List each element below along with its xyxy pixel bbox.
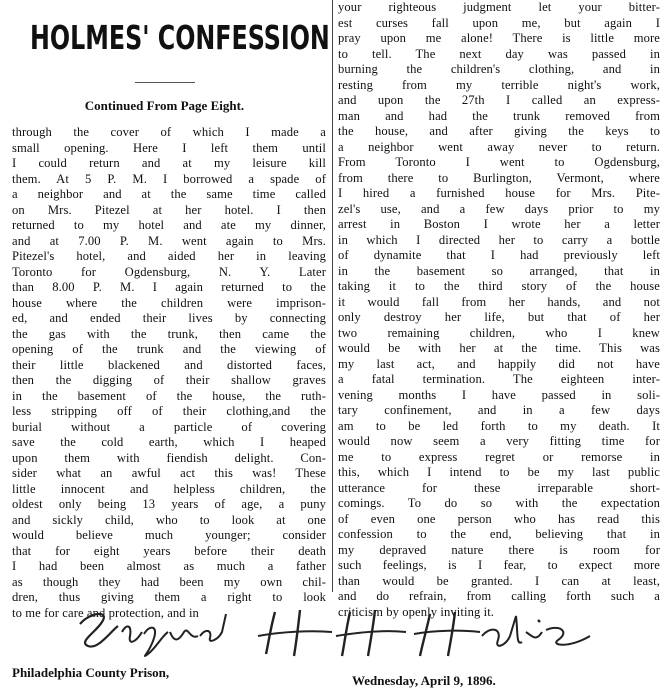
text-line: Toronto for Ogdensburg, N. Y. Later xyxy=(12,264,326,279)
continued-notice: Continued From Page Eight. xyxy=(84,98,245,113)
text-line: and do refrain, from calling forth such a xyxy=(338,589,660,603)
text-line: of dynamite that I had previously left xyxy=(338,248,660,262)
text-line: I hired a furnished house for Mrs. Pite- xyxy=(338,186,660,200)
text-line: in the basement so arranged, that in xyxy=(338,263,660,278)
text-line: and upon the 27th I called an express- xyxy=(338,93,660,107)
text-line: I had been almost as much a father xyxy=(12,559,326,573)
text-line: it would fall from her hands, and not xyxy=(338,294,660,309)
text-line: to tell. The next day was passed in xyxy=(338,46,660,61)
text-line: pray upon me alone! There is little more xyxy=(338,31,660,45)
text-line: through the cover of which I made a xyxy=(12,125,326,139)
text-line: Pitezel's hotel, and aided her in leaving xyxy=(12,249,326,263)
text-line: the gas with the trunk, then came the xyxy=(12,326,326,341)
text-line: my last act, and happily did not have xyxy=(338,356,660,371)
text-line: upon them with fiendish delight. Con- xyxy=(12,450,326,465)
text-line: me to express regret or remorse in xyxy=(338,449,660,464)
prison-location: Philadelphia County Prison, xyxy=(12,665,170,680)
text-line: am to be led forth to my death. It xyxy=(338,418,660,433)
text-line: in which I directed her to carry a bottle xyxy=(338,232,660,247)
text-line: opening of the trunk and the viewing of xyxy=(12,342,326,356)
text-line: their little blackened and distorted faces, xyxy=(12,357,326,372)
text-line: then the digging of their shallow graves xyxy=(12,373,326,387)
left-column-text xyxy=(12,125,326,621)
text-line: a neighbor and at the same time called xyxy=(12,187,326,201)
text-line: a fatal termination. The eighteen inter- xyxy=(338,372,660,386)
text-line: est curses fall upon me, but again I xyxy=(338,15,660,30)
text-line: oldest only being 13 years of age, a puny xyxy=(12,497,326,511)
text-line: them. At 5 P. M. I borrowed a spade of xyxy=(12,171,326,186)
text-line: on Mrs. Pitezel at her hotel. I then xyxy=(12,202,326,217)
text-line: returned to my hotel and ate my dinner, xyxy=(12,218,326,232)
text-line: tary confinement, and in a few days xyxy=(338,403,660,417)
text-line: such feelings, is I fear, to expect more xyxy=(338,558,660,572)
text-line: utterance for these irreparable short- xyxy=(338,480,660,495)
text-line: as though they had been my own chil- xyxy=(12,574,326,589)
text-line: taking it to the third story of the house xyxy=(338,279,660,293)
text-line: would believe much younger; consider xyxy=(12,528,326,542)
signature xyxy=(70,602,610,662)
text-line: a neighbor went away never to return. xyxy=(338,139,660,154)
text-line: than 8.00 P. M. I again returned to the xyxy=(12,280,326,294)
text-line: zel's use, and a few days prior to my xyxy=(338,201,660,216)
text-line: from there to Burlington, Vermont, where xyxy=(338,170,660,185)
text-line: man and had the trunk removed from xyxy=(338,108,660,123)
text-line: your righteous judgment let your bitter- xyxy=(338,0,660,14)
text-line: in the basement of the house, the ruth- xyxy=(12,388,326,403)
letter-date: Wednesday, April 9, 1896. xyxy=(352,673,496,688)
headline-rule xyxy=(135,82,195,83)
text-line: only destroy her life, but that of her xyxy=(338,310,660,324)
right-column-text xyxy=(338,0,660,620)
text-line: ed, and ended their lives by connecting xyxy=(12,311,326,325)
text-line: the house, and after giving the keys to xyxy=(338,124,660,138)
text-line: than would be granted. I can at least, xyxy=(338,573,660,588)
text-line: house where the children were imprison- xyxy=(12,295,326,310)
text-line: vening months I have passed in soli- xyxy=(338,387,660,402)
text-line: and sickly child, who to look at one xyxy=(12,512,326,527)
text-line: two remaining children, who I knew xyxy=(338,325,660,340)
text-line: burial without a particle of covering xyxy=(12,419,326,434)
text-line: arrest in Boston I wrote her a letter xyxy=(338,217,660,231)
text-line: this, which I intend to be my last public xyxy=(338,465,660,479)
text-line: dren, thus giving them a right to look xyxy=(12,590,326,604)
text-line: resting from my terrible night's work, xyxy=(338,77,660,92)
text-line: From Toronto I went to Ogdensburg, xyxy=(338,155,660,169)
text-line: small opening. Here I left them until xyxy=(12,140,326,155)
text-line: would be with her at the time. This was xyxy=(338,341,660,355)
text-line: of even one person who has read this xyxy=(338,511,660,526)
text-line: confession to the end, believing that in xyxy=(338,527,660,541)
text-line: sider what an awful act this was! These xyxy=(12,466,326,480)
text-line: that for eight years before their death xyxy=(12,543,326,558)
text-line: criticism by openly inviting it. xyxy=(338,604,495,619)
headline: HOLMES' CONFESSION xyxy=(30,18,330,57)
text-line: save the cold earth, which I heaped xyxy=(12,435,326,449)
text-line: comings. To do so with the expectation xyxy=(338,496,660,510)
text-line: I could return and at my leisure kill xyxy=(12,156,326,170)
text-line: little innocent and helpless children, the xyxy=(12,481,326,496)
text-line: would now seem a very fitting time for xyxy=(338,434,660,448)
text-line: my depraved nature there is room for xyxy=(338,542,660,557)
column-divider xyxy=(332,0,333,592)
text-line: and at 7.00 P. M. went again to Mrs. xyxy=(12,233,326,248)
text-line: to me for care and protection, and in xyxy=(12,605,199,620)
text-line: less stripping off of their clothing,and the xyxy=(12,404,326,418)
text-line: burning the children's clothing, and in xyxy=(338,62,660,76)
